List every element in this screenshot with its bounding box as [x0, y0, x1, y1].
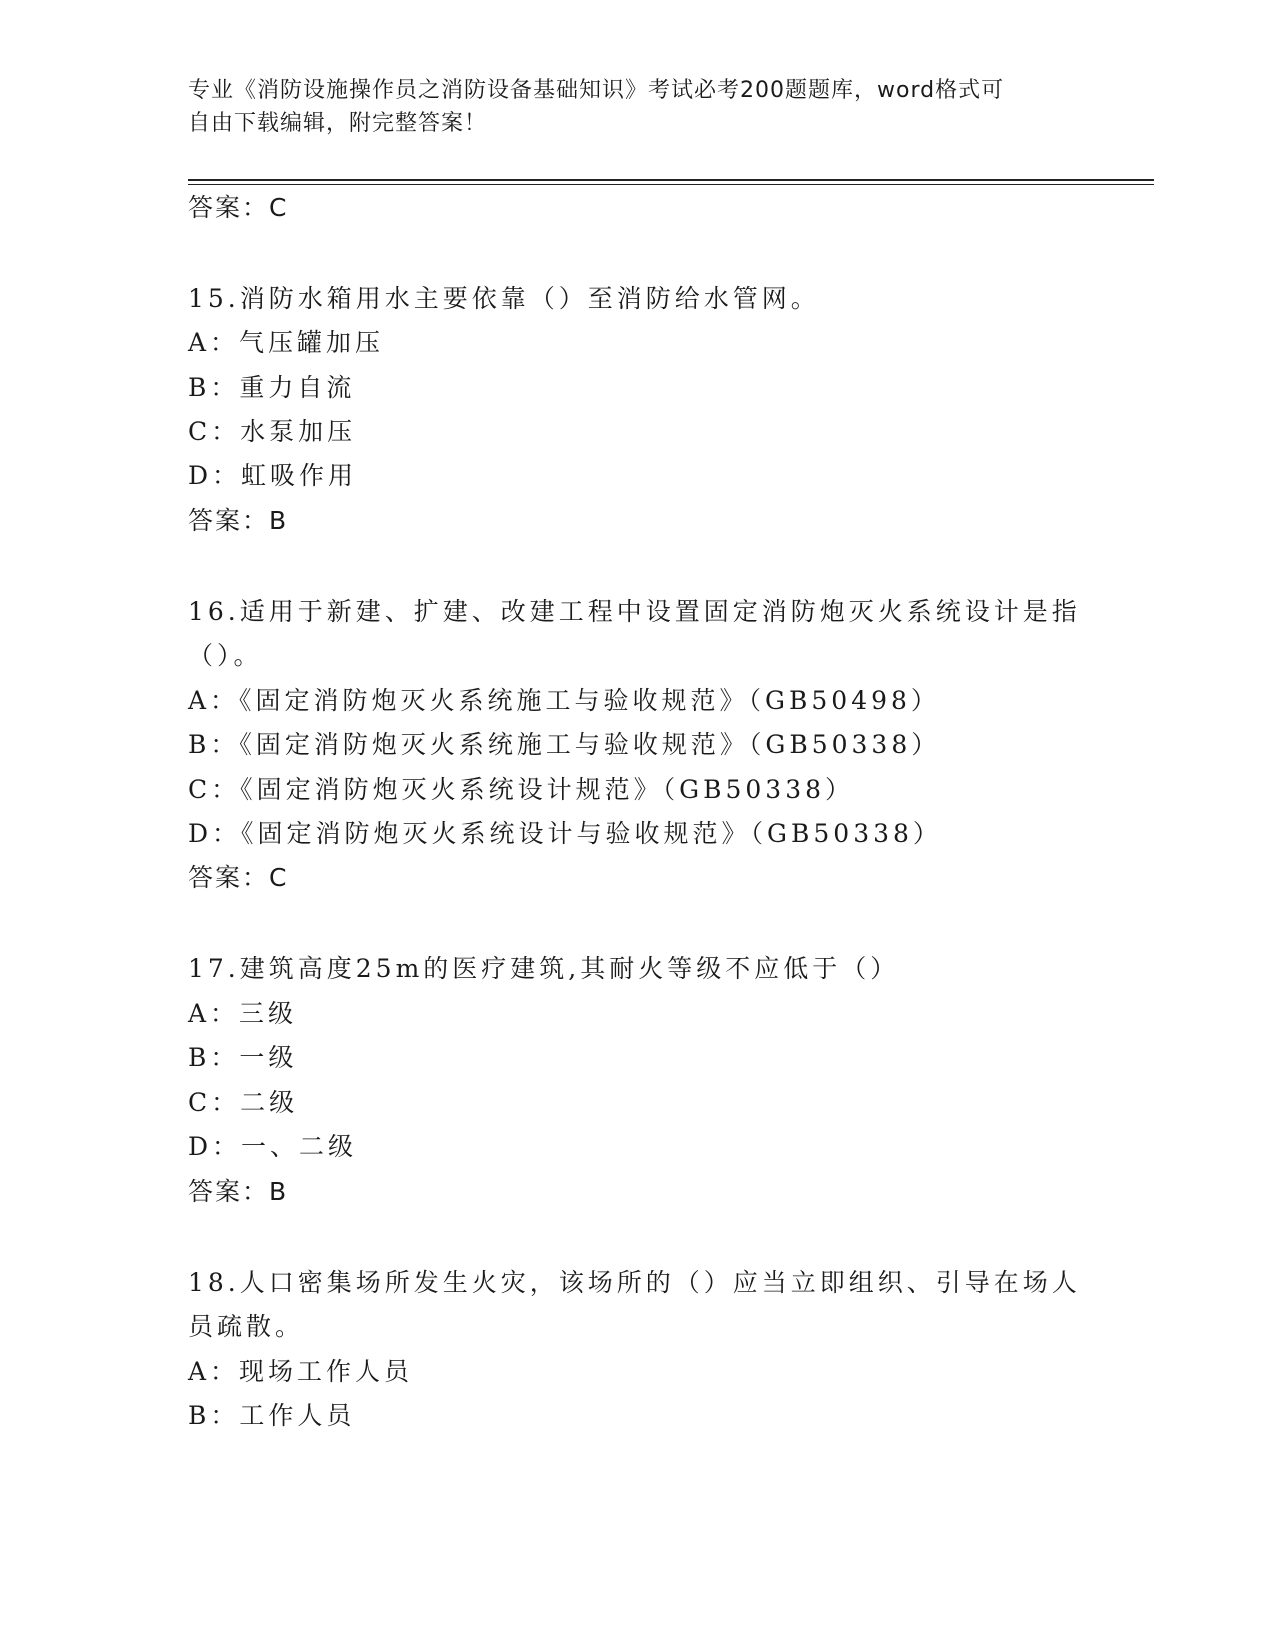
- document-header: [188, 74, 1078, 140]
- header-line-2: 自由下载编辑，附完整答案！: [188, 111, 488, 136]
- q18-stem-line-1: 18.人口密集场所发生火灾，该场所的（）应当立即组织、引导在场人: [188, 1268, 1081, 1297]
- q15-option-a: A：气压罐加压: [188, 328, 385, 357]
- q18-option-a: A：现场工作人员: [188, 1357, 414, 1386]
- q15-option-d: D：虹吸作用: [188, 461, 358, 490]
- q17-option-b: B：一级: [188, 1043, 298, 1072]
- q17-option-d: D：一、二级: [188, 1132, 358, 1161]
- q15-option-c: C：水泵加压: [188, 417, 357, 446]
- q16-option-b: B：《固定消防炮灭火系统施工与验收规范》（GB50338）: [188, 730, 941, 759]
- q15-answer: 答案：B: [188, 506, 289, 535]
- q18-stem-line-2: 员疏散。: [188, 1312, 305, 1341]
- q16-answer: 答案：C: [188, 863, 289, 892]
- q17-answer: 答案：B: [188, 1177, 289, 1206]
- q16-stem-line-1: 16.适用于新建、扩建、改建工程中设置固定消防炮灭火系统设计是指: [188, 597, 1081, 626]
- q14-answer: 答案：C: [188, 193, 289, 222]
- q16-option-a: A：《固定消防炮灭火系统施工与验收规范》（GB50498）: [188, 686, 940, 715]
- header-rule-thin: [188, 184, 1154, 185]
- q17-stem: 17.建筑高度25m的医疗建筑,其耐火等级不应低于（）: [188, 954, 900, 983]
- q17-option-c: C：二级: [188, 1088, 299, 1117]
- q15-option-b: B：重力自流: [188, 373, 356, 402]
- q16-stem-line-2: （）。: [188, 641, 263, 670]
- q16-option-d: D：《固定消防炮灭火系统设计与验收规范》（GB50338）: [188, 819, 942, 848]
- q18-option-b: B：工作人员: [188, 1401, 356, 1430]
- q15-stem: 15.消防水箱用水主要依靠（）至消防给水管网。: [188, 284, 820, 313]
- q16-option-c: C：《固定消防炮灭火系统设计规范》（GB50338）: [188, 775, 855, 804]
- q17-option-a: A：三级: [188, 999, 298, 1028]
- header-line-1: 专业《消防设施操作员之消防设备基础知识》考试必考200题题库，word格式可: [188, 78, 1005, 103]
- header-rule-thick: [188, 179, 1154, 181]
